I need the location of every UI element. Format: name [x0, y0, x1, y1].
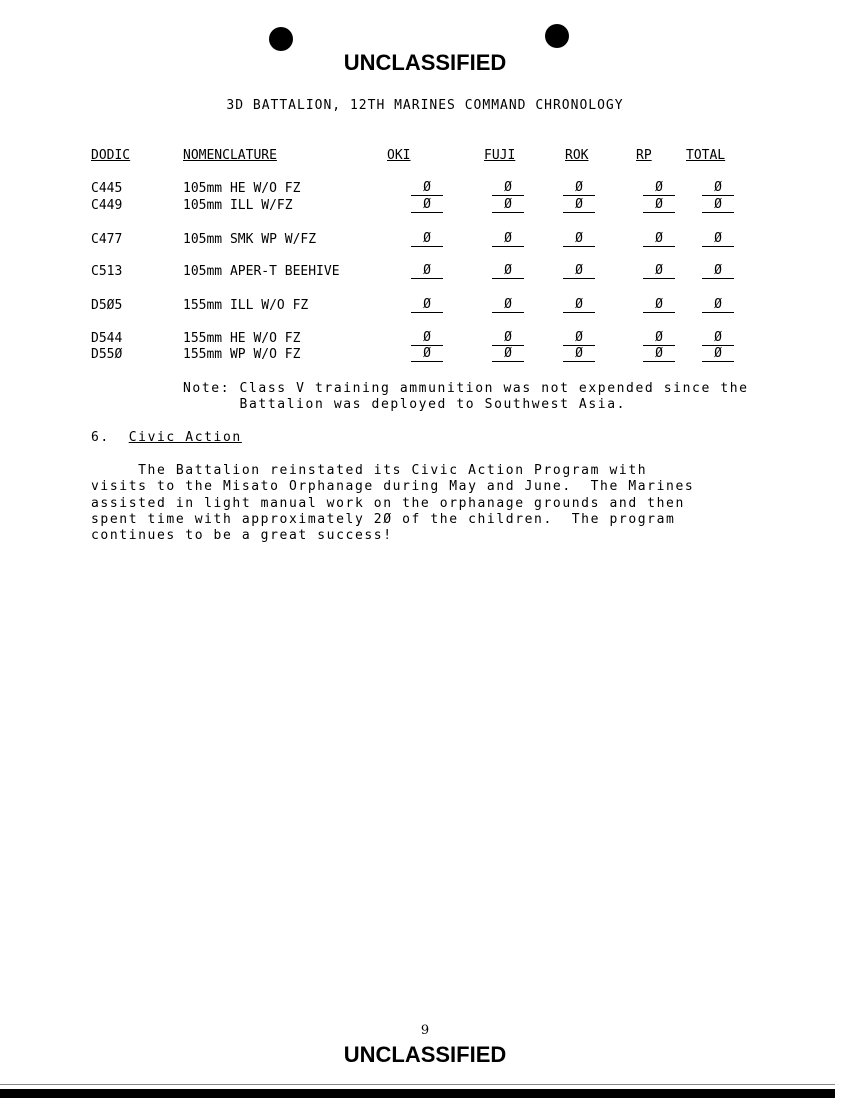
section-number: 6.	[91, 430, 110, 445]
header-rok: ROK	[565, 148, 589, 163]
rok-value-cell: Ø	[563, 181, 595, 196]
rok-value-cell: Ø	[563, 298, 595, 313]
dodic-cell: C445	[91, 181, 123, 196]
nomenclature-cell: 155mm HE W/O FZ	[183, 331, 301, 346]
total-value-cell: Ø	[702, 331, 734, 346]
dodic-cell: C449	[91, 198, 123, 213]
total-value-cell: Ø	[702, 298, 734, 313]
fuji-value-cell: Ø	[492, 181, 524, 196]
oki-value-cell: Ø	[411, 181, 443, 196]
dodic-cell: D5Ø5	[91, 298, 123, 313]
document-title: 3D BATTALION, 12TH MARINES COMMAND CHRONOLOGY	[226, 98, 624, 113]
header-oki: OKI	[387, 148, 411, 163]
nomenclature-cell: 105mm ILL W/FZ	[183, 198, 293, 213]
footer-bar	[0, 1089, 835, 1098]
total-value-cell: Ø	[702, 198, 734, 213]
total-value-cell: Ø	[702, 232, 734, 247]
dodic-cell: D55Ø	[91, 347, 123, 362]
nomenclature-cell: 105mm SMK WP W/FZ	[183, 232, 317, 247]
oki-value-cell: Ø	[411, 232, 443, 247]
classification-top: UNCLASSIFIED	[343, 50, 507, 75]
rok-value-cell: Ø	[563, 347, 595, 362]
rok-value-cell: Ø	[563, 198, 595, 213]
fuji-value-cell: Ø	[492, 198, 524, 213]
nomenclature-cell: 105mm HE W/O FZ	[183, 181, 301, 196]
rok-value-cell: Ø	[563, 331, 595, 346]
header-dodic: DODIC	[91, 148, 131, 163]
rp-value-cell: Ø	[643, 264, 675, 279]
rp-value-cell: Ø	[643, 331, 675, 346]
header-nomenclature: NOMENCLATURE	[183, 148, 277, 163]
total-value-cell: Ø	[702, 347, 734, 362]
header-rp: RP	[636, 148, 652, 163]
nomenclature-cell: 155mm WP W/O FZ	[183, 347, 301, 362]
fuji-value-cell: Ø	[492, 347, 524, 362]
rp-value-cell: Ø	[643, 347, 675, 362]
total-value-cell: Ø	[702, 181, 734, 196]
fuji-value-cell: Ø	[492, 232, 524, 247]
dodic-cell: C513	[91, 264, 123, 279]
note: Note: Class V training ammunition was not expended since the Battalion was deployed to Southwest Asia.	[183, 381, 749, 412]
section-heading	[91, 430, 242, 445]
fuji-value-cell: Ø	[492, 264, 524, 279]
rp-value-cell: Ø	[643, 298, 675, 313]
rok-value-cell: Ø	[563, 232, 595, 247]
total-value-cell: Ø	[702, 264, 734, 279]
rp-value-cell: Ø	[643, 198, 675, 213]
classification-bottom: UNCLASSIFIED	[343, 1042, 507, 1067]
section-title: Civic Action	[128, 430, 242, 445]
oki-value-cell: Ø	[411, 198, 443, 213]
oki-value-cell: Ø	[411, 331, 443, 346]
rp-value-cell: Ø	[643, 181, 675, 196]
section-paragraph: The Battalion reinstated its Civic Action Program with visits to the Misato Orphanage during May and June. The Marines assisted in light manual work on the orphanage grounds and then spent time with approximately 2Ø of the children. The program continues to be a great success!	[91, 463, 695, 544]
hole-punch-right	[545, 24, 569, 48]
header-total: TOTAL	[686, 148, 726, 163]
fuji-value-cell: Ø	[492, 331, 524, 346]
rp-value-cell: Ø	[643, 232, 675, 247]
dodic-cell: D544	[91, 331, 123, 346]
dodic-cell: C477	[91, 232, 123, 247]
nomenclature-cell: 105mm APER-T BEEHIVE	[183, 264, 340, 279]
footer-thin-rule	[0, 1084, 835, 1085]
oki-value-cell: Ø	[411, 347, 443, 362]
oki-value-cell: Ø	[411, 298, 443, 313]
oki-value-cell: Ø	[411, 264, 443, 279]
page-number: 9	[420, 1023, 430, 1038]
rok-value-cell: Ø	[563, 264, 595, 279]
fuji-value-cell: Ø	[492, 298, 524, 313]
header-fuji: FUJI	[484, 148, 516, 163]
nomenclature-cell: 155mm ILL W/O FZ	[183, 298, 309, 313]
hole-punch-left	[269, 27, 293, 51]
